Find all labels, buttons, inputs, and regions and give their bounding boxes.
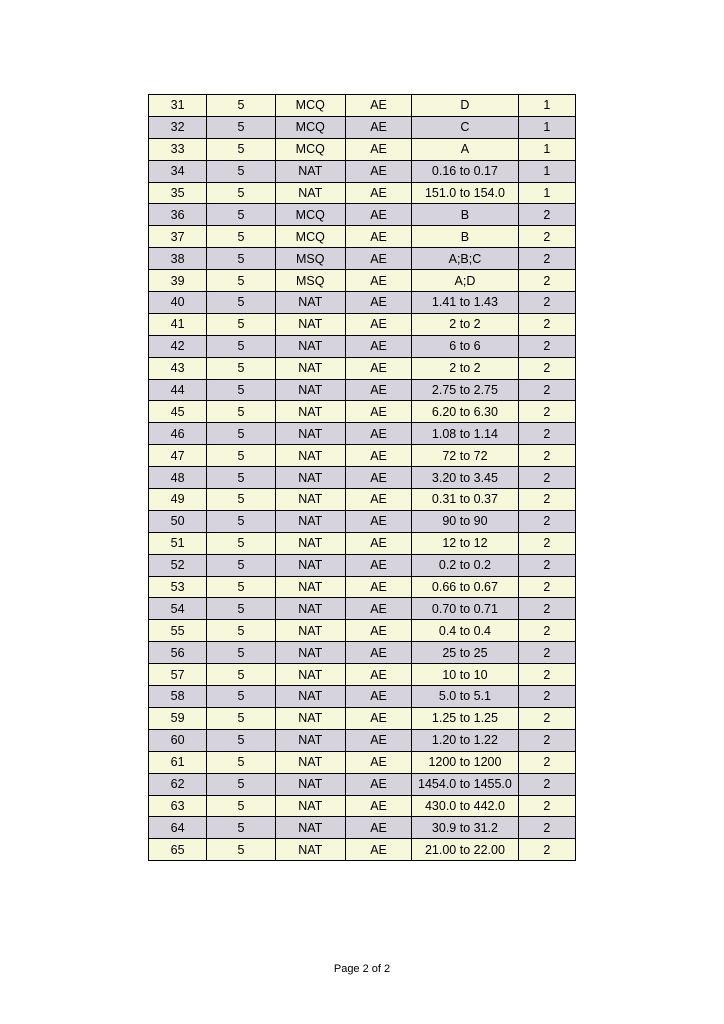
table-row <box>149 664 576 686</box>
question-type-cell: NAT <box>275 313 345 335</box>
session-cell: 5 <box>207 489 275 511</box>
marks-cell: 2 <box>518 357 575 379</box>
question-number-cell: 43 <box>149 357 207 379</box>
section-cell: AE <box>345 401 411 423</box>
session-cell: 5 <box>207 839 275 861</box>
question-type-cell: NAT <box>275 335 345 357</box>
session-cell: 5 <box>207 554 275 576</box>
question-type-cell: NAT <box>275 423 345 445</box>
question-number-cell: 32 <box>149 116 207 138</box>
section-cell: AE <box>345 160 411 182</box>
question-type-cell: MCQ <box>275 226 345 248</box>
session-cell: 5 <box>207 576 275 598</box>
question-number-cell: 63 <box>149 795 207 817</box>
session-cell: 5 <box>207 182 275 204</box>
answer-key-cell: 0.2 to 0.2 <box>412 554 518 576</box>
marks-cell: 2 <box>518 729 575 751</box>
question-number-cell: 44 <box>149 379 207 401</box>
table-row <box>149 379 576 401</box>
question-number-cell: 47 <box>149 445 207 467</box>
answer-key-cell: 6.20 to 6.30 <box>412 401 518 423</box>
question-type-cell: NAT <box>275 817 345 839</box>
question-type-cell: NAT <box>275 160 345 182</box>
section-cell: AE <box>345 839 411 861</box>
question-number-cell: 64 <box>149 817 207 839</box>
session-cell: 5 <box>207 510 275 532</box>
section-cell: AE <box>345 292 411 314</box>
session-cell: 5 <box>207 292 275 314</box>
session-cell: 5 <box>207 773 275 795</box>
marks-cell: 2 <box>518 795 575 817</box>
question-number-cell: 65 <box>149 839 207 861</box>
session-cell: 5 <box>207 598 275 620</box>
table-row <box>149 489 576 511</box>
session-cell: 5 <box>207 401 275 423</box>
session-cell: 5 <box>207 116 275 138</box>
question-number-cell: 33 <box>149 138 207 160</box>
answer-key-body <box>149 95 576 861</box>
question-number-cell: 37 <box>149 226 207 248</box>
table-row <box>149 182 576 204</box>
section-cell: AE <box>345 489 411 511</box>
question-type-cell: NAT <box>275 510 345 532</box>
answer-key-cell: 6 to 6 <box>412 335 518 357</box>
answer-key-cell: 1.25 to 1.25 <box>412 707 518 729</box>
section-cell: AE <box>345 182 411 204</box>
question-type-cell: NAT <box>275 686 345 708</box>
marks-cell: 1 <box>518 95 575 117</box>
marks-cell: 2 <box>518 620 575 642</box>
answer-key-cell: B <box>412 204 518 226</box>
answer-key-cell: 5.0 to 5.1 <box>412 686 518 708</box>
marks-cell: 2 <box>518 576 575 598</box>
question-number-cell: 34 <box>149 160 207 182</box>
question-number-cell: 39 <box>149 270 207 292</box>
session-cell: 5 <box>207 270 275 292</box>
answer-key-cell: 10 to 10 <box>412 664 518 686</box>
answer-key-cell: 430.0 to 442.0 <box>412 795 518 817</box>
answer-key-cell: 0.31 to 0.37 <box>412 489 518 511</box>
marks-cell: 2 <box>518 270 575 292</box>
section-cell: AE <box>345 576 411 598</box>
marks-cell: 2 <box>518 510 575 532</box>
session-cell: 5 <box>207 817 275 839</box>
section-cell: AE <box>345 116 411 138</box>
table-row <box>149 686 576 708</box>
section-cell: AE <box>345 686 411 708</box>
question-number-cell: 60 <box>149 729 207 751</box>
session-cell: 5 <box>207 795 275 817</box>
question-number-cell: 51 <box>149 532 207 554</box>
section-cell: AE <box>345 620 411 642</box>
table-row <box>149 554 576 576</box>
section-cell: AE <box>345 423 411 445</box>
marks-cell: 2 <box>518 401 575 423</box>
answer-key-cell: 12 to 12 <box>412 532 518 554</box>
question-type-cell: MCQ <box>275 95 345 117</box>
question-number-cell: 55 <box>149 620 207 642</box>
section-cell: AE <box>345 664 411 686</box>
answer-key-cell: 1454.0 to 1455.0 <box>412 773 518 795</box>
answer-key-cell: 30.9 to 31.2 <box>412 817 518 839</box>
question-type-cell: NAT <box>275 182 345 204</box>
session-cell: 5 <box>207 335 275 357</box>
section-cell: AE <box>345 335 411 357</box>
marks-cell: 2 <box>518 423 575 445</box>
marks-cell: 2 <box>518 664 575 686</box>
answer-key-cell: D <box>412 95 518 117</box>
table-row <box>149 138 576 160</box>
marks-cell: 2 <box>518 226 575 248</box>
question-type-cell: NAT <box>275 664 345 686</box>
question-number-cell: 59 <box>149 707 207 729</box>
marks-cell: 1 <box>518 160 575 182</box>
question-number-cell: 41 <box>149 313 207 335</box>
marks-cell: 2 <box>518 773 575 795</box>
table-row <box>149 248 576 270</box>
question-type-cell: NAT <box>275 729 345 751</box>
question-number-cell: 58 <box>149 686 207 708</box>
answer-key-cell: 72 to 72 <box>412 445 518 467</box>
marks-cell: 2 <box>518 445 575 467</box>
answer-key-cell: A <box>412 138 518 160</box>
table-row <box>149 292 576 314</box>
session-cell: 5 <box>207 620 275 642</box>
section-cell: AE <box>345 707 411 729</box>
answer-key-cell: 1200 to 1200 <box>412 751 518 773</box>
question-number-cell: 54 <box>149 598 207 620</box>
question-number-cell: 50 <box>149 510 207 532</box>
marks-cell: 2 <box>518 489 575 511</box>
marks-cell: 2 <box>518 532 575 554</box>
question-number-cell: 40 <box>149 292 207 314</box>
question-type-cell: NAT <box>275 620 345 642</box>
answer-key-cell: 25 to 25 <box>412 642 518 664</box>
section-cell: AE <box>345 554 411 576</box>
answer-key-cell: 1.20 to 1.22 <box>412 729 518 751</box>
marks-cell: 1 <box>518 138 575 160</box>
table-row <box>149 773 576 795</box>
marks-cell: 2 <box>518 467 575 489</box>
table-row <box>149 401 576 423</box>
table-row <box>149 707 576 729</box>
answer-key-table <box>148 94 576 861</box>
question-number-cell: 49 <box>149 489 207 511</box>
table-row <box>149 576 576 598</box>
question-type-cell: MSQ <box>275 270 345 292</box>
table-row <box>149 751 576 773</box>
session-cell: 5 <box>207 248 275 270</box>
table-row <box>149 116 576 138</box>
answer-key-cell: 0.66 to 0.67 <box>412 576 518 598</box>
answer-key-cell: 0.70 to 0.71 <box>412 598 518 620</box>
table-row <box>149 642 576 664</box>
table-row <box>149 510 576 532</box>
question-type-cell: NAT <box>275 489 345 511</box>
answer-key-cell: 1.41 to 1.43 <box>412 292 518 314</box>
section-cell: AE <box>345 467 411 489</box>
marks-cell: 2 <box>518 642 575 664</box>
answer-key-cell: B <box>412 226 518 248</box>
answer-key-cell: C <box>412 116 518 138</box>
section-cell: AE <box>345 379 411 401</box>
session-cell: 5 <box>207 313 275 335</box>
session-cell: 5 <box>207 138 275 160</box>
section-cell: AE <box>345 226 411 248</box>
session-cell: 5 <box>207 423 275 445</box>
session-cell: 5 <box>207 642 275 664</box>
marks-cell: 2 <box>518 313 575 335</box>
section-cell: AE <box>345 729 411 751</box>
question-type-cell: NAT <box>275 532 345 554</box>
answer-key-cell: 1.08 to 1.14 <box>412 423 518 445</box>
section-cell: AE <box>345 510 411 532</box>
question-number-cell: 48 <box>149 467 207 489</box>
table-row <box>149 423 576 445</box>
marks-cell: 2 <box>518 598 575 620</box>
question-number-cell: 56 <box>149 642 207 664</box>
question-number-cell: 36 <box>149 204 207 226</box>
table-row <box>149 598 576 620</box>
marks-cell: 2 <box>518 248 575 270</box>
section-cell: AE <box>345 598 411 620</box>
question-type-cell: NAT <box>275 598 345 620</box>
marks-cell: 2 <box>518 335 575 357</box>
session-cell: 5 <box>207 160 275 182</box>
section-cell: AE <box>345 270 411 292</box>
marks-cell: 2 <box>518 292 575 314</box>
answer-key-cell: 2 to 2 <box>412 357 518 379</box>
session-cell: 5 <box>207 467 275 489</box>
marks-cell: 2 <box>518 707 575 729</box>
session-cell: 5 <box>207 751 275 773</box>
question-type-cell: NAT <box>275 467 345 489</box>
section-cell: AE <box>345 313 411 335</box>
table-row <box>149 95 576 117</box>
question-number-cell: 57 <box>149 664 207 686</box>
question-type-cell: NAT <box>275 707 345 729</box>
answer-key-cell: 90 to 90 <box>412 510 518 532</box>
question-type-cell: MCQ <box>275 138 345 160</box>
question-type-cell: NAT <box>275 642 345 664</box>
question-number-cell: 45 <box>149 401 207 423</box>
table-row <box>149 729 576 751</box>
table-row <box>149 795 576 817</box>
section-cell: AE <box>345 751 411 773</box>
section-cell: AE <box>345 357 411 379</box>
table-row <box>149 445 576 467</box>
page-number: Page 2 of 2 <box>333 963 391 975</box>
marks-cell: 2 <box>518 751 575 773</box>
session-cell: 5 <box>207 532 275 554</box>
table-row <box>149 467 576 489</box>
question-type-cell: NAT <box>275 576 345 598</box>
table-row <box>149 226 576 248</box>
table-row <box>149 357 576 379</box>
session-cell: 5 <box>207 686 275 708</box>
table-row <box>149 532 576 554</box>
answer-key-cell: 3.20 to 3.45 <box>412 467 518 489</box>
question-number-cell: 53 <box>149 576 207 598</box>
table-row <box>149 270 576 292</box>
table-row <box>149 620 576 642</box>
question-type-cell: NAT <box>275 773 345 795</box>
section-cell: AE <box>345 95 411 117</box>
session-cell: 5 <box>207 204 275 226</box>
answer-key-cell: 0.16 to 0.17 <box>412 160 518 182</box>
question-type-cell: MCQ <box>275 204 345 226</box>
table-row <box>149 204 576 226</box>
section-cell: AE <box>345 642 411 664</box>
section-cell: AE <box>345 532 411 554</box>
question-number-cell: 35 <box>149 182 207 204</box>
answer-key-cell: 2.75 to 2.75 <box>412 379 518 401</box>
table-row <box>149 817 576 839</box>
session-cell: 5 <box>207 445 275 467</box>
session-cell: 5 <box>207 379 275 401</box>
section-cell: AE <box>345 817 411 839</box>
table-row <box>149 160 576 182</box>
question-type-cell: NAT <box>275 795 345 817</box>
section-cell: AE <box>345 204 411 226</box>
question-type-cell: MSQ <box>275 248 345 270</box>
section-cell: AE <box>345 773 411 795</box>
marks-cell: 1 <box>518 116 575 138</box>
marks-cell: 1 <box>518 182 575 204</box>
question-type-cell: NAT <box>275 751 345 773</box>
marks-cell: 2 <box>518 204 575 226</box>
question-type-cell: NAT <box>275 292 345 314</box>
session-cell: 5 <box>207 357 275 379</box>
table-row <box>149 335 576 357</box>
marks-cell: 2 <box>518 379 575 401</box>
session-cell: 5 <box>207 226 275 248</box>
question-number-cell: 42 <box>149 335 207 357</box>
answer-key-cell: A;D <box>412 270 518 292</box>
session-cell: 5 <box>207 95 275 117</box>
session-cell: 5 <box>207 707 275 729</box>
session-cell: 5 <box>207 664 275 686</box>
marks-cell: 2 <box>518 817 575 839</box>
answer-key-cell: 0.4 to 0.4 <box>412 620 518 642</box>
question-type-cell: NAT <box>275 401 345 423</box>
question-number-cell: 52 <box>149 554 207 576</box>
marks-cell: 2 <box>518 839 575 861</box>
section-cell: AE <box>345 795 411 817</box>
question-number-cell: 38 <box>149 248 207 270</box>
answer-key-cell: 151.0 to 154.0 <box>412 182 518 204</box>
session-cell: 5 <box>207 729 275 751</box>
answer-key-cell: A;B;C <box>412 248 518 270</box>
question-type-cell: NAT <box>275 379 345 401</box>
answer-key-cell: 2 to 2 <box>412 313 518 335</box>
answer-key-cell: 21.00 to 22.00 <box>412 839 518 861</box>
table-row <box>149 313 576 335</box>
question-type-cell: MCQ <box>275 116 345 138</box>
question-type-cell: NAT <box>275 554 345 576</box>
question-number-cell: 61 <box>149 751 207 773</box>
question-type-cell: NAT <box>275 357 345 379</box>
question-number-cell: 46 <box>149 423 207 445</box>
section-cell: AE <box>345 445 411 467</box>
question-number-cell: 31 <box>149 95 207 117</box>
section-cell: AE <box>345 248 411 270</box>
table-row <box>149 839 576 861</box>
marks-cell: 2 <box>518 554 575 576</box>
marks-cell: 2 <box>518 686 575 708</box>
question-type-cell: NAT <box>275 839 345 861</box>
section-cell: AE <box>345 138 411 160</box>
question-type-cell: NAT <box>275 445 345 467</box>
question-number-cell: 62 <box>149 773 207 795</box>
